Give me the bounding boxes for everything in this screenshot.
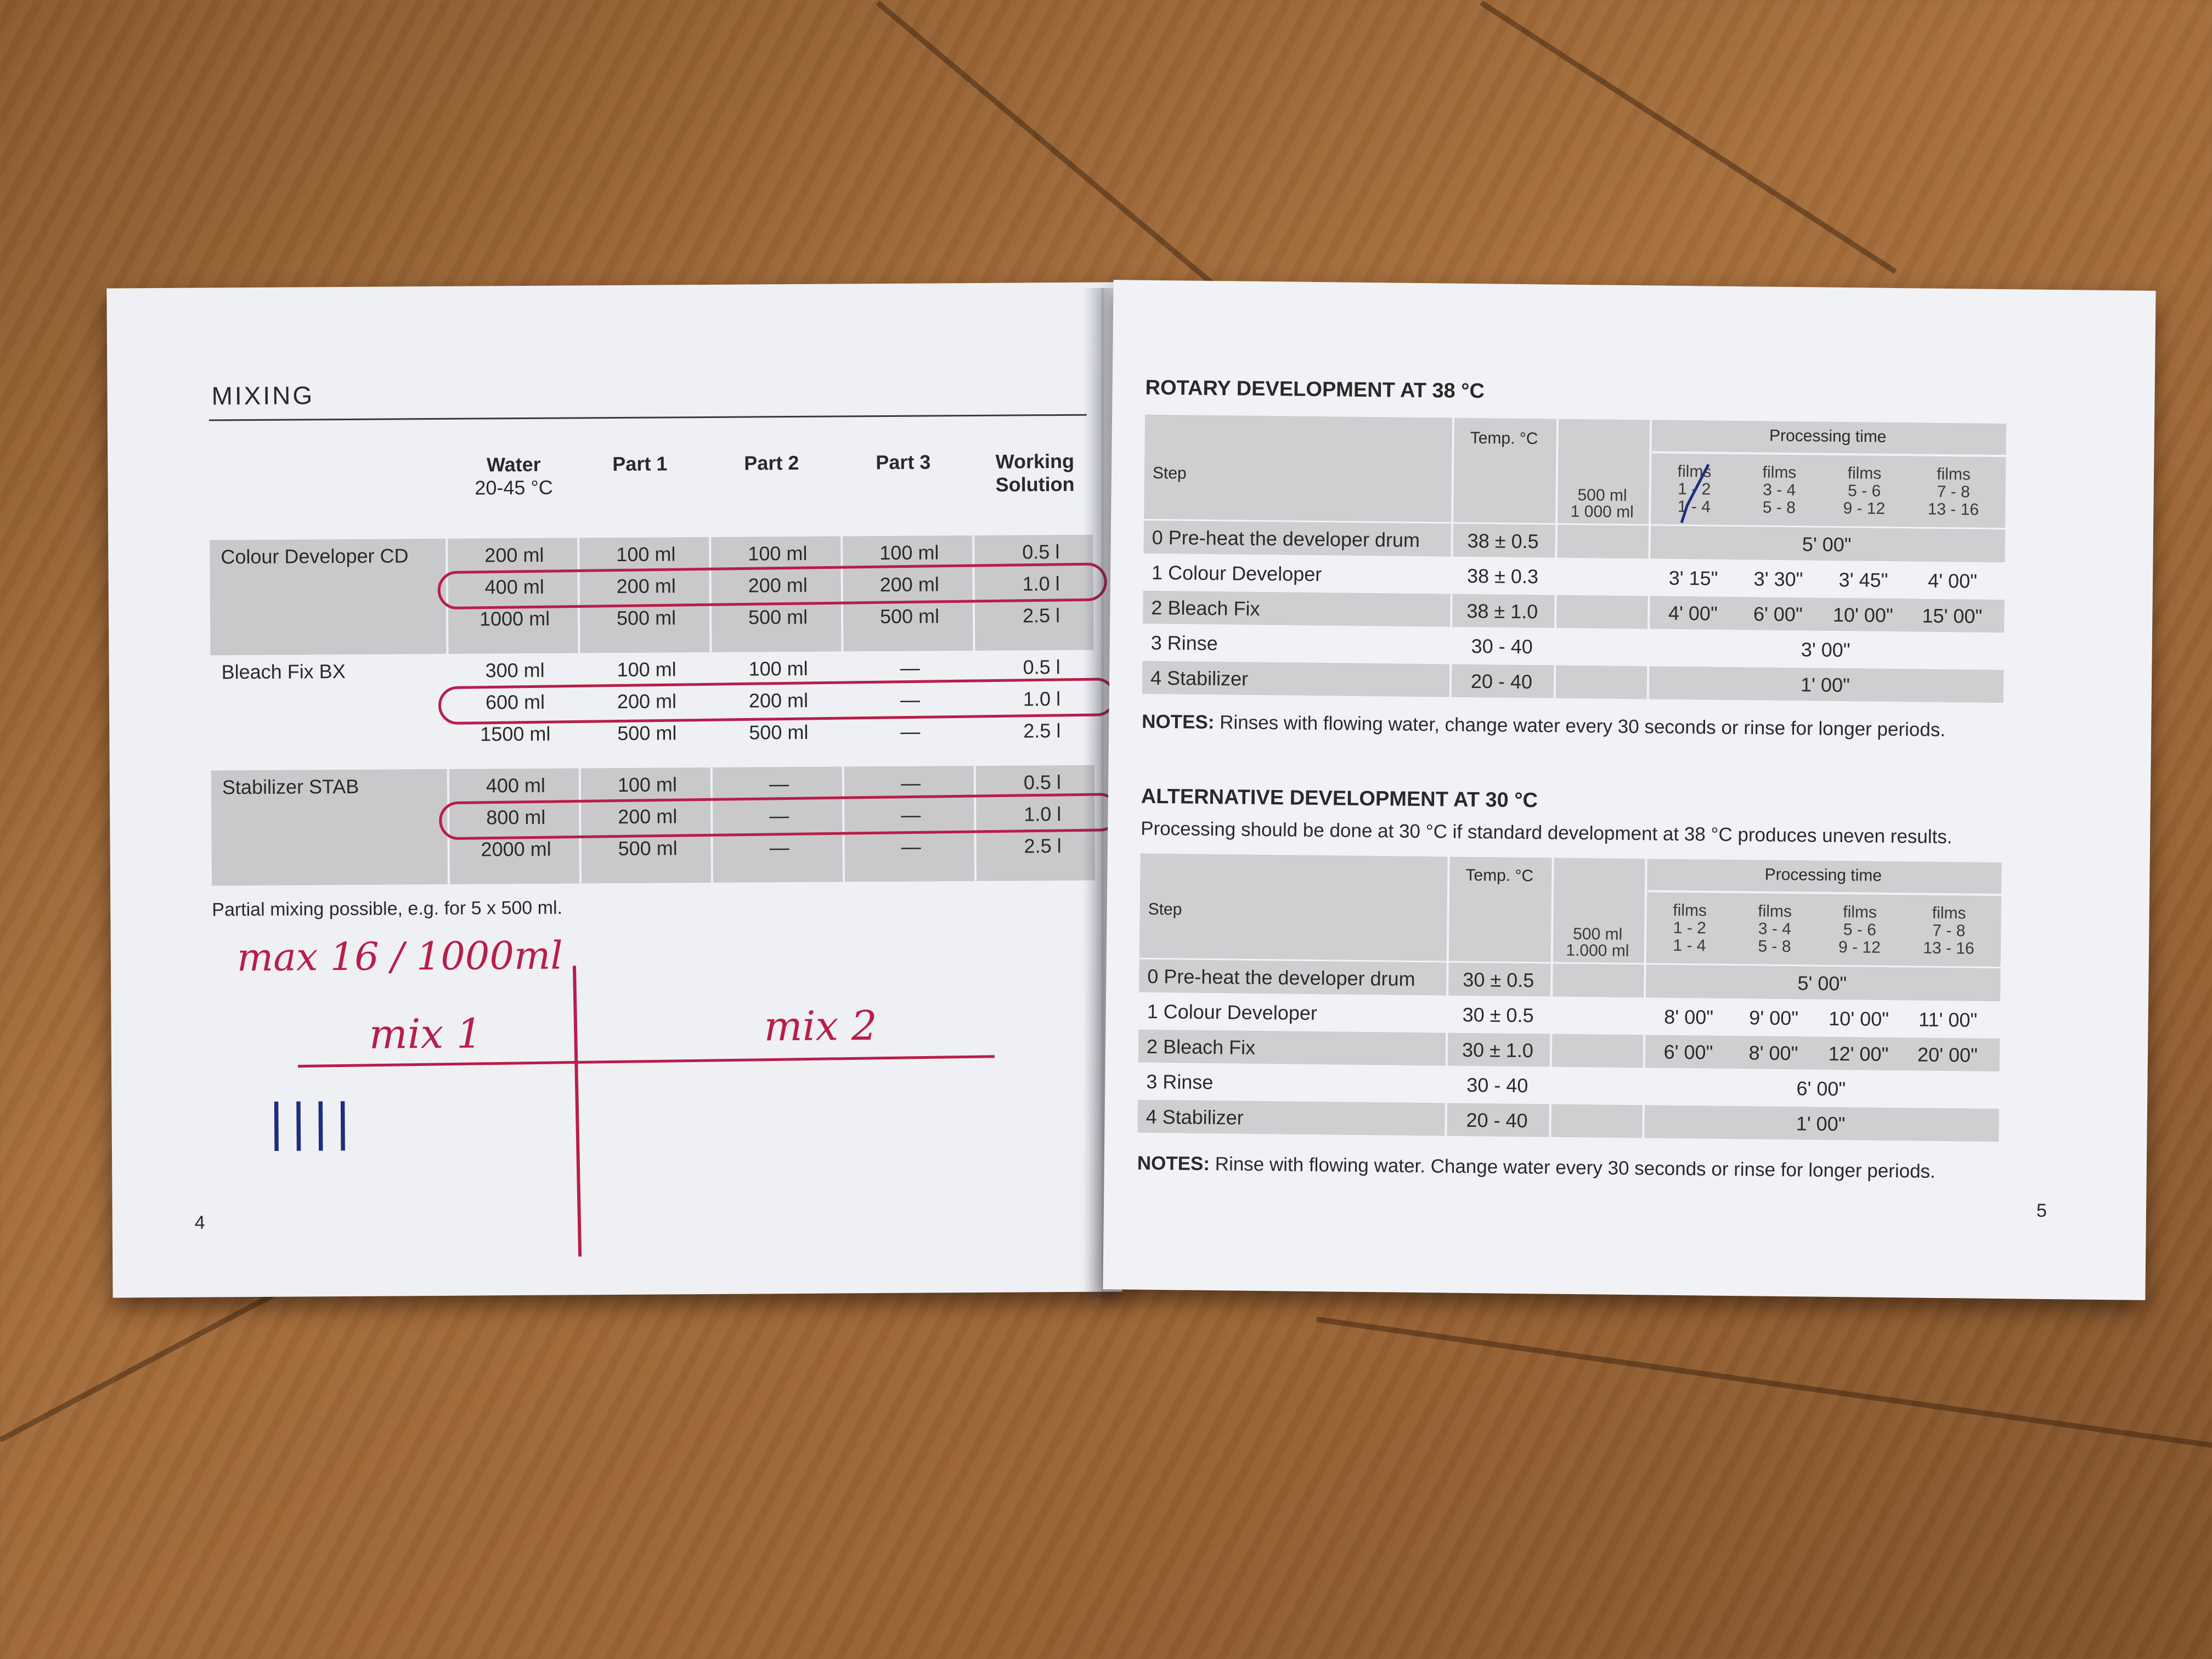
table-cell: 1500 ml xyxy=(480,722,551,746)
volume-label: 500 ml xyxy=(1573,924,1623,944)
table-cell: — xyxy=(901,803,921,826)
table-cell: 400 ml xyxy=(486,774,546,797)
step-name: 4 Stabilizer xyxy=(1146,1105,1244,1129)
films-range: 5 - 8 xyxy=(1762,498,1796,517)
page-number: 5 xyxy=(2036,1200,2047,1222)
step-temp: 38 ± 0.3 xyxy=(1466,564,1539,588)
films-range: 13 - 16 xyxy=(1927,500,1979,519)
notes-label: NOTES: xyxy=(1142,710,1215,733)
step-time: 6' 00" xyxy=(1796,1077,1846,1101)
step-time: 1' 00" xyxy=(1800,673,1850,697)
table-cell: — xyxy=(901,835,921,858)
step-time: 4' 00" xyxy=(1927,569,1978,592)
films-label: films xyxy=(1847,464,1882,483)
step-name: 1 Colour Developer xyxy=(1147,1000,1318,1025)
table-cell: 500 ml xyxy=(617,721,677,744)
step-name: 0 Pre-heat the developer drum xyxy=(1152,526,1420,551)
step-time: 12' 00" xyxy=(1828,1042,1889,1065)
films-label: films xyxy=(1677,462,1712,481)
alternative-title: ALTERNATIVE DEVELOPMENT AT 30 °C xyxy=(1141,785,1538,812)
step-name: 0 Pre-heat the developer drum xyxy=(1147,964,1415,990)
films-range: 3 - 4 xyxy=(1763,481,1796,500)
table-cell: — xyxy=(900,720,921,743)
header-processing-time: Processing time xyxy=(1769,426,1887,446)
films-range: 1 - 4 xyxy=(1677,497,1711,516)
table-cell: 2.5 l xyxy=(1022,604,1060,627)
header-films-col xyxy=(1736,462,1822,519)
films-range: 5 - 8 xyxy=(1758,937,1791,956)
step-name: 3 Rinse xyxy=(1146,1070,1214,1094)
films-range: 1 - 2 xyxy=(1673,918,1707,938)
header-films-col xyxy=(1647,900,1733,957)
header-films-col xyxy=(1817,902,1903,959)
films-label: films xyxy=(1843,903,1877,922)
step-time: 11' 00" xyxy=(1918,1008,1978,1031)
films-range: 5 - 6 xyxy=(1843,921,1877,939)
header-temp: Temp. °C xyxy=(1470,428,1538,448)
films-range: 5 - 6 xyxy=(1848,482,1881,500)
step-time: 1' 00" xyxy=(1796,1112,1846,1136)
step-time: 20' 00" xyxy=(1917,1043,1978,1066)
header-films-col xyxy=(1732,901,1818,958)
step-time: 10' 00" xyxy=(1829,1007,1889,1030)
header-processing-time: Processing time xyxy=(1764,865,1882,885)
table-cell: 100 ml xyxy=(748,657,808,680)
table-cell: 200 ml xyxy=(618,805,678,828)
step-time: 3' 15" xyxy=(1668,566,1718,590)
notes-label: NOTES: xyxy=(1137,1152,1210,1175)
alternative-notes xyxy=(1137,1153,1936,1183)
volume-label: 1 000 ml xyxy=(1570,502,1634,522)
section-title: MIXING xyxy=(211,381,315,410)
table-cell: 1.0 l xyxy=(1024,803,1062,826)
volume-label: 500 ml xyxy=(1577,486,1627,505)
films-range: 7 - 8 xyxy=(1932,921,1966,940)
table-cell: 200 ml xyxy=(617,690,677,713)
header-volume xyxy=(1555,485,1649,523)
step-temp: 20 - 40 xyxy=(1466,1108,1528,1132)
step-temp: 38 ± 0.5 xyxy=(1467,529,1539,553)
table-cell: 200 ml xyxy=(879,573,939,596)
header-step: Step xyxy=(1152,464,1187,483)
films-range: 7 - 8 xyxy=(1937,482,1970,501)
alternative-subtitle: Processing should be done at 30 °C if standard development at 38 °C produces uneven results. xyxy=(1141,817,1953,848)
volume-label: 1.000 ml xyxy=(1566,941,1629,961)
step-time: 8' 00" xyxy=(1664,1005,1714,1029)
header-volume xyxy=(1551,924,1645,962)
step-name: 2 Bleach Fix xyxy=(1146,1035,1256,1059)
table-cell: 0.5 l xyxy=(1023,656,1060,679)
step-name: 4 Stabilizer xyxy=(1150,666,1249,690)
booklet-page-left xyxy=(106,282,1122,1297)
table-cell: 500 ml xyxy=(618,837,678,860)
table-cell: 100 ml xyxy=(879,541,939,565)
col-header-line: Part 3 xyxy=(876,450,931,474)
step-time: 3' 45" xyxy=(1838,568,1888,591)
table-cell: 500 ml xyxy=(616,606,676,629)
films-range: 9 - 12 xyxy=(1838,938,1881,957)
step-temp: 20 - 40 xyxy=(1470,669,1533,693)
notes-text: Rinse with flowing water. Change water every 30 seconds or rinse for longer periods. xyxy=(1215,1153,1936,1182)
col-header-line: Part 1 xyxy=(612,452,668,476)
handwritten-mix2: mix 2 xyxy=(764,1002,878,1051)
handwriting-grid xyxy=(106,282,1122,1297)
step-temp: 30 ± 0.5 xyxy=(1463,968,1534,992)
header-films-col xyxy=(1821,463,1907,520)
films-range: 3 - 4 xyxy=(1758,919,1792,939)
table-cell: 0.5 l xyxy=(1022,540,1060,563)
group-name: Colour Developer CD xyxy=(221,544,409,568)
group-name: Stabilizer STAB xyxy=(222,775,359,799)
table-cell: 1000 ml xyxy=(479,607,550,630)
step-time: 3' 30" xyxy=(1753,567,1803,591)
table-cell: — xyxy=(769,772,789,795)
col-header-line: Working xyxy=(995,449,1075,473)
step-time: 4' 00" xyxy=(1668,601,1718,625)
films-label: films xyxy=(1758,902,1792,921)
table-cell: 1.0 l xyxy=(1023,687,1061,710)
films-label: films xyxy=(1762,463,1797,482)
header-films-col xyxy=(1906,464,2000,521)
step-time: 5' 00" xyxy=(1797,972,1847,995)
step-name: 1 Colour Developer xyxy=(1151,561,1322,586)
step-temp: 30 ± 0.5 xyxy=(1462,1003,1534,1027)
table-cell: 500 ml xyxy=(748,605,808,629)
table-cell: — xyxy=(900,656,920,679)
table-cell: — xyxy=(900,771,921,794)
header-step: Step xyxy=(1148,900,1182,919)
table-cell: 1.0 l xyxy=(1022,572,1060,595)
table-cell: 2000 ml xyxy=(481,837,551,861)
rotary-title: ROTARY DEVELOPMENT AT 38 °C xyxy=(1145,376,1485,403)
table-cell: 200 ml xyxy=(748,573,808,597)
table-cell: 100 ml xyxy=(617,773,678,796)
films-range: 9 - 12 xyxy=(1843,499,1886,518)
table-cell: 600 ml xyxy=(485,690,545,714)
films-label: films xyxy=(1937,465,1971,484)
col-header-line: Part 2 xyxy=(744,451,799,475)
table-cell: 500 ml xyxy=(879,605,940,628)
step-temp: 38 ± 1.0 xyxy=(1466,599,1538,623)
wood-seam xyxy=(1480,1,1897,274)
rotary-notes xyxy=(1142,711,1945,741)
step-time: 10' 00" xyxy=(1832,603,1893,627)
table-cell: — xyxy=(769,836,789,859)
header-temp: Temp. °C xyxy=(1465,866,1534,885)
table-cell: — xyxy=(769,804,789,827)
step-temp: 30 ± 1.0 xyxy=(1462,1038,1534,1062)
group-name: Bleach Fix BX xyxy=(221,659,346,684)
handwritten-mix1: mix 1 xyxy=(369,1010,483,1058)
notes-text: Rinses with flowing water, change water every 30 seconds or rinse for longer periods. xyxy=(1220,712,1946,741)
table-cell: 100 ml xyxy=(616,543,676,566)
table-cell: 100 ml xyxy=(617,658,676,681)
table-cell: 100 ml xyxy=(748,541,808,565)
wood-seam xyxy=(1316,1317,2212,1452)
page-number: 4 xyxy=(194,1212,205,1233)
table-cell: 300 ml xyxy=(485,658,545,682)
films-label: films xyxy=(1673,901,1707,920)
step-time: 15' 00" xyxy=(1922,604,1983,628)
step-time: 6' 00" xyxy=(1753,602,1803,626)
table-cell: 200 ml xyxy=(484,543,544,567)
table-cell: 0.5 l xyxy=(1023,771,1062,794)
step-time: 8' 00" xyxy=(1748,1041,1798,1065)
table-cell: 2.5 l xyxy=(1024,834,1062,857)
table-cell: 200 ml xyxy=(748,689,809,712)
handwritten-max-note: max 16 / 1000ml xyxy=(236,933,563,980)
films-label: films xyxy=(1932,904,1966,923)
step-name: 3 Rinse xyxy=(1150,631,1218,655)
table-cell: 2.5 l xyxy=(1023,719,1061,742)
col-header-line: 20-45 °C xyxy=(475,476,553,499)
booklet-page-right xyxy=(1103,280,2155,1300)
films-range: 1 - 2 xyxy=(1678,479,1711,499)
table-cell: — xyxy=(900,688,921,711)
handwritten-tally: |||| xyxy=(268,1093,357,1152)
films-range: 13 - 16 xyxy=(1923,939,1974,958)
table-cell: 500 ml xyxy=(749,720,809,744)
step-time: 3' 00" xyxy=(1801,638,1850,662)
step-time: 9' 00" xyxy=(1749,1006,1799,1030)
films-range: 1 - 4 xyxy=(1673,936,1706,955)
step-time: 5' 00" xyxy=(1802,533,1852,556)
step-temp: 30 - 40 xyxy=(1466,1073,1528,1097)
table-cell: 200 ml xyxy=(616,574,676,597)
footnote: Partial mixing possible, e.g. for 5 x 500 ml. xyxy=(212,897,563,921)
table-cell: 400 ml xyxy=(484,575,544,599)
step-temp: 30 - 40 xyxy=(1471,634,1533,658)
table-cell: 800 ml xyxy=(486,805,546,829)
pen-mark xyxy=(1665,461,1715,528)
step-time: 6' 00" xyxy=(1663,1040,1713,1064)
header-films-col xyxy=(1902,902,1996,960)
col-header-line: Solution xyxy=(995,472,1075,496)
step-name: 2 Bleach Fix xyxy=(1151,596,1260,620)
col-header-line: Water xyxy=(486,453,541,476)
